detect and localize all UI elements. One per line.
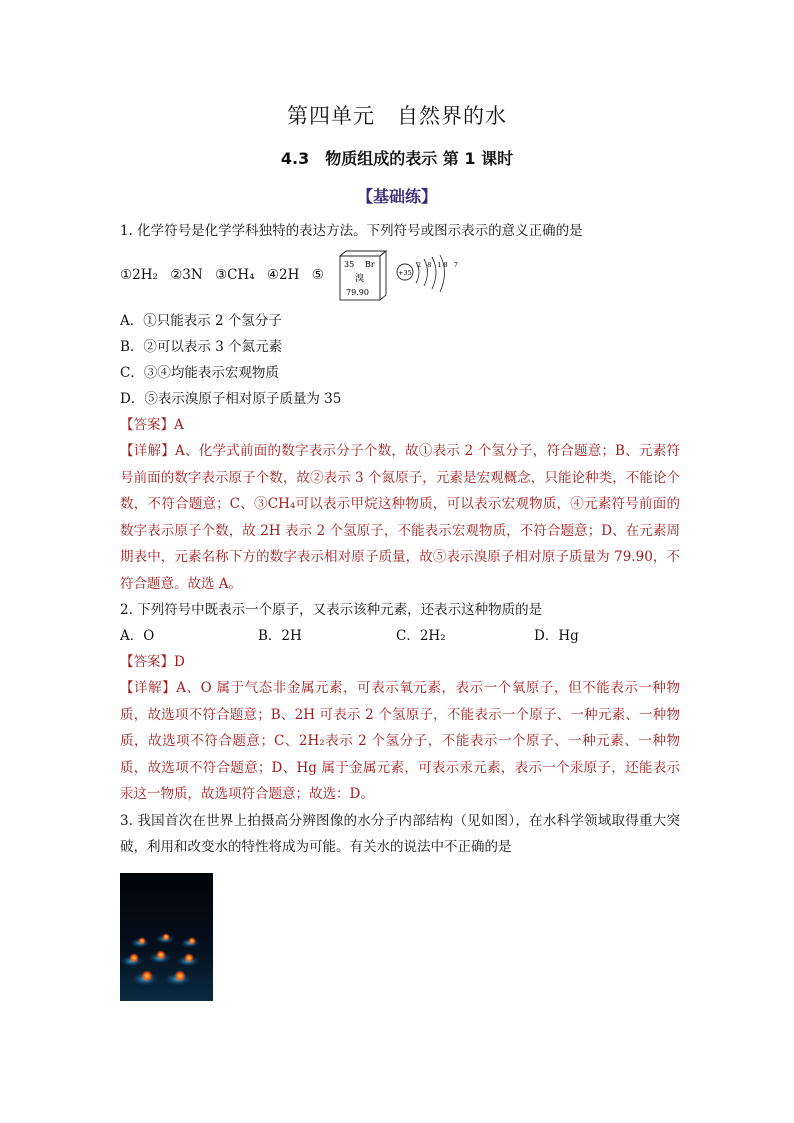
water-molecule-image: [120, 873, 213, 1001]
symbol-4: ④2H: [266, 267, 300, 283]
element-number: 35: [344, 260, 355, 269]
q2-choice-d: D．Hg: [534, 628, 579, 644]
symbol-2: ②3N: [170, 267, 203, 283]
lesson-subtitle: 4.3 物质组成的表示 第 1 课时: [280, 149, 514, 168]
q2-answer: 【答案】D: [120, 654, 185, 670]
q1-stem: 1. 化学符号是化学学科独特的表达方法。下列符号或图示表示的意义正确的是: [120, 223, 583, 239]
q1-analysis: 【详解】A、化学式前面的数字表示分子个数，故①表示 2 个氢分子，符合题意；B、元素符号前面的数字表示原子个数，故②表示 3 个氮原子，元素是宏观概念，只能论种类，不能论个数，不符合题意；C、③CH₄可以表示甲烷这种物质，可以表示宏观物质，④元素符号前面的数字表示原子个数，故 2H 表示 2 个氢原子，不能表示宏观物质，不符合题意；D、在元素周期表中，元素名称下方的数字表示相对原子质量，故⑤表示溴原子相对原子质量为 79.90，不符合题意。故选 A。: [120, 443, 680, 592]
section-heading: 【基础练】: [356, 187, 437, 206]
q2-analysis: 【详解】A、O 属于气态非金属元素，可表示氧元素，表示一个氧原子，但不能表示一种物质，故选项不符合题意；B、2H 可表示 2 个氢原子，不能表示一个原子、一种元素、一种物质，故选项不符合题意；C、2H₂表示 2 个氢分子，不能表示一个原子、一种元素、一种物质，故选项不符合题意；D、Hg 属于金属元素，可表示汞元素，表示一个汞原子，还能表示汞这一物质，故选项符合题意；故选：D。: [120, 680, 680, 802]
electron-shells: 2 8 18 7: [417, 261, 460, 269]
symbol-1: ①2H₂: [120, 267, 158, 283]
bromine-diagram: [338, 250, 468, 304]
q1-option-c: C．③④均能表示宏观物质: [120, 365, 279, 381]
element-symbol: Br: [365, 260, 375, 269]
symbol-5: ⑤: [311, 267, 324, 283]
element-mass: 79.90: [346, 288, 369, 297]
periodic-element-box: [340, 251, 386, 300]
atom-structure-diagram: [397, 255, 460, 292]
q1-option-b: B．②可以表示 3 个氮元素: [120, 339, 283, 355]
q2-choice-b: B．2H: [258, 628, 302, 644]
element-name: 溴: [355, 274, 365, 284]
unit-title: 第四单元 自然界的水: [287, 104, 507, 128]
q3-stem: 3. 我国首次在世界上拍摄高分辨图像的水分子内部结构（见如图），在水科学领域取得重大突破，利用和改变水的特性将成为可能。有关水的说法中不正确的是: [120, 812, 680, 855]
q1-symbols: [120, 267, 332, 283]
nucleus-charge: +35: [398, 269, 412, 277]
q2-choice-c: C．2H₂: [396, 628, 446, 644]
q1-option-d: D．⑤表示溴原子相对原子质量为 35: [120, 391, 342, 407]
q1-answer: 【答案】A: [120, 417, 184, 433]
q1-option-a: A．①只能表示 2 个氢分子: [120, 313, 282, 329]
content-body: [120, 218, 680, 1005]
q2-stem: 2. 下列符号中既表示一个原子，又表示该种元素，还表示这种物质的是: [120, 602, 543, 618]
q2-choice-a: A．O: [120, 628, 155, 644]
q2-choices: [120, 623, 680, 649]
q1-symbols-row: [120, 250, 680, 304]
symbol-3: ③CH₄: [215, 267, 255, 283]
